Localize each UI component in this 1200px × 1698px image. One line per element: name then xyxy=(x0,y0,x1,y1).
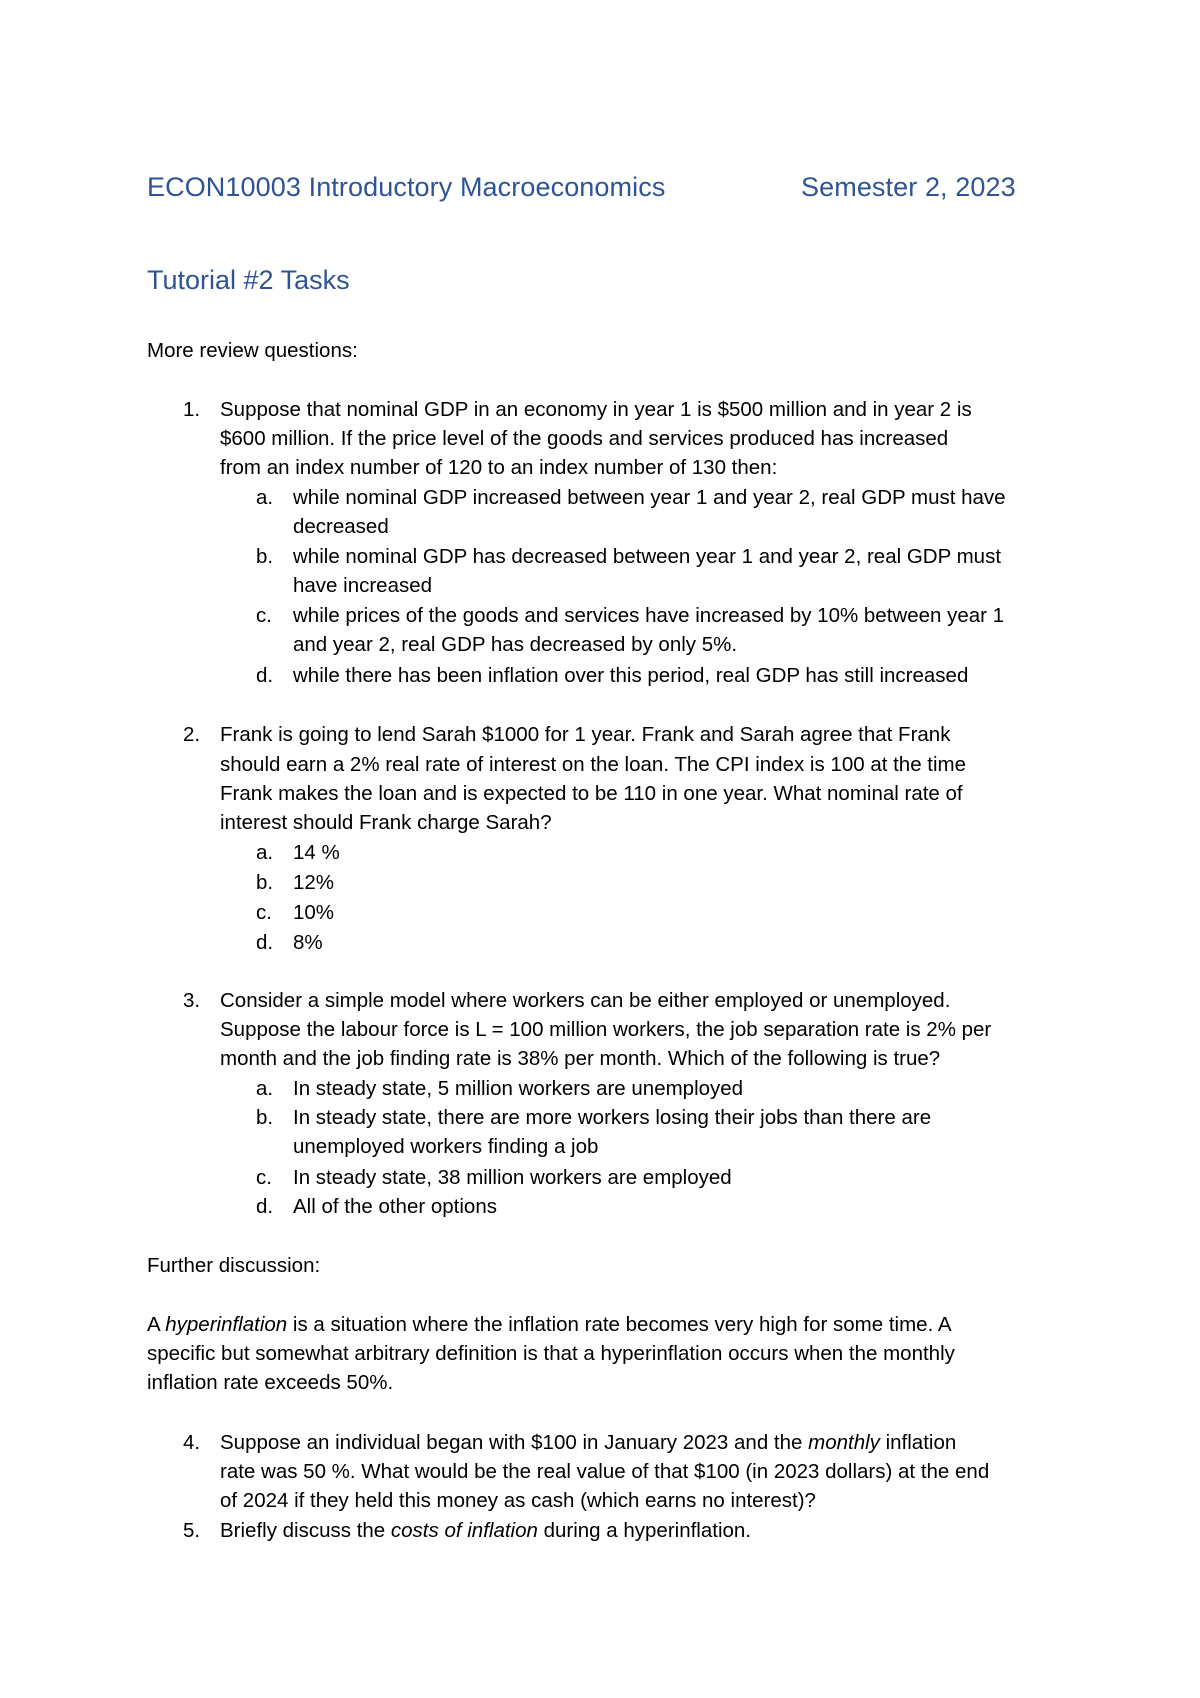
q3-option-d-letter: d. xyxy=(256,1195,274,1218)
q1-line-1: Suppose that nominal GDP in an economy in year 1 is $500 million and in year 2 is xyxy=(220,398,972,421)
q4-line-1-end: inflation xyxy=(879,1431,957,1454)
q4-line-2: rate was 50 %. What would be the real value of that $100 (in 2023 dollars) at the end xyxy=(220,1460,990,1483)
q2-option-a-letter: a. xyxy=(256,841,274,864)
q2-option-c-text: 10% xyxy=(293,901,335,924)
q2-option-a-text: 14 % xyxy=(293,841,340,864)
para-line-1 xyxy=(147,1310,952,1340)
q3-option-c-line-1: In steady state, 38 million workers are employed xyxy=(293,1166,732,1189)
q4-line-1-start: Suppose an individual began with $100 in January 2023 and the xyxy=(220,1431,809,1454)
q2-option-b-letter: b. xyxy=(256,871,274,894)
q3-option-b-line-1: In steady state, there are more workers losing their jobs than there are xyxy=(293,1106,932,1129)
para-term-hyperinflation: hyperinflation xyxy=(165,1313,288,1336)
q2-number: 2. xyxy=(183,723,201,746)
q1-option-b-line-2: have increased xyxy=(293,574,433,597)
q3-option-a-letter: a. xyxy=(256,1077,274,1100)
q3-line-2: Suppose the labour force is L = 100 million workers, the job separation rate is 2% per xyxy=(220,1018,992,1041)
q1-option-a-line-1: while nominal GDP increased between year 1 and year 2, real GDP must have xyxy=(293,486,1006,509)
q2-line-4: interest should Frank charge Sarah? xyxy=(220,811,552,834)
q4-line-1 xyxy=(220,1428,956,1458)
q2-option-b-text: 12% xyxy=(293,871,335,894)
q3-number: 3. xyxy=(183,989,201,1012)
semester-label: Semester 2, 2023 xyxy=(801,172,1016,202)
q1-line-3: from an index number of 120 to an index number of 130 then: xyxy=(220,456,778,479)
q5-line-start: Briefly discuss the xyxy=(220,1519,391,1542)
q1-option-c-line-1: while prices of the goods and services have increased by 10% between year 1 xyxy=(293,604,1005,627)
q2-line-3: Frank makes the loan and is expected to be 110 in one year. What nominal rate of xyxy=(220,782,963,805)
q4-number: 4. xyxy=(183,1431,201,1454)
q1-option-b-letter: b. xyxy=(256,545,274,568)
q4-term-monthly: monthly xyxy=(808,1431,880,1454)
q1-line-2: $600 million. If the price level of the goods and services produced has increased xyxy=(220,427,949,450)
para-line-1-end: is a situation where the inflation rate becomes very high for some time. A xyxy=(287,1313,952,1336)
course-title: ECON10003 Introductory Macroeconomics xyxy=(147,172,666,202)
q1-option-a-letter: a. xyxy=(256,486,274,509)
q3-line-3: month and the job finding rate is 38% per month. Which of the following is true? xyxy=(220,1047,941,1070)
q1-number: 1. xyxy=(183,398,201,421)
q1-option-a-line-2: decreased xyxy=(293,515,389,538)
para-line-3: inflation rate exceeds 50%. xyxy=(147,1371,394,1394)
review-heading: More review questions: xyxy=(147,339,358,362)
q1-option-c-letter: c. xyxy=(256,604,272,627)
q5-term-costs-of-inflation: costs of inflation xyxy=(390,1519,538,1542)
q3-line-1: Consider a simple model where workers can be either employed or unemployed. xyxy=(220,989,951,1012)
q3-option-c-letter: c. xyxy=(256,1166,272,1189)
q3-option-b-letter: b. xyxy=(256,1106,274,1129)
q4-line-3: of 2024 if they held this money as cash (which earns no interest)? xyxy=(220,1489,816,1512)
q3-option-b-line-2: unemployed workers finding a job xyxy=(293,1135,599,1158)
q2-line-2: should earn a 2% real rate of interest on the loan. The CPI index is 100 at the time xyxy=(220,753,967,776)
q1-option-d-line-1: while there has been inflation over this period, real GDP has still increased xyxy=(293,664,969,687)
q2-option-d-letter: d. xyxy=(256,931,274,954)
q1-option-d-letter: d. xyxy=(256,664,274,687)
q1-option-c-line-2: and year 2, real GDP has decreased by only 5%. xyxy=(293,633,738,656)
q2-line-1: Frank is going to lend Sarah $1000 for 1 year. Frank and Sarah agree that Frank xyxy=(220,723,951,746)
para-line-2: specific but somewhat arbitrary definition is that a hyperinflation occurs when the monthly xyxy=(147,1342,955,1365)
para-line-1-start: A xyxy=(147,1313,166,1336)
tutorial-title: Tutorial #2 Tasks xyxy=(147,265,350,295)
q5-line-end: during a hyperinflation. xyxy=(537,1519,752,1542)
further-heading: Further discussion: xyxy=(147,1254,321,1277)
q5-number: 5. xyxy=(183,1519,201,1542)
q2-option-c-letter: c. xyxy=(256,901,272,924)
q1-option-b-line-1: while nominal GDP has decreased between year 1 and year 2, real GDP must xyxy=(293,545,1002,568)
q3-option-a-line-1: In steady state, 5 million workers are unemployed xyxy=(293,1077,744,1100)
q3-option-d-line-1: All of the other options xyxy=(293,1195,497,1218)
q2-option-d-text: 8% xyxy=(293,931,323,954)
q5-line-1 xyxy=(220,1516,751,1546)
